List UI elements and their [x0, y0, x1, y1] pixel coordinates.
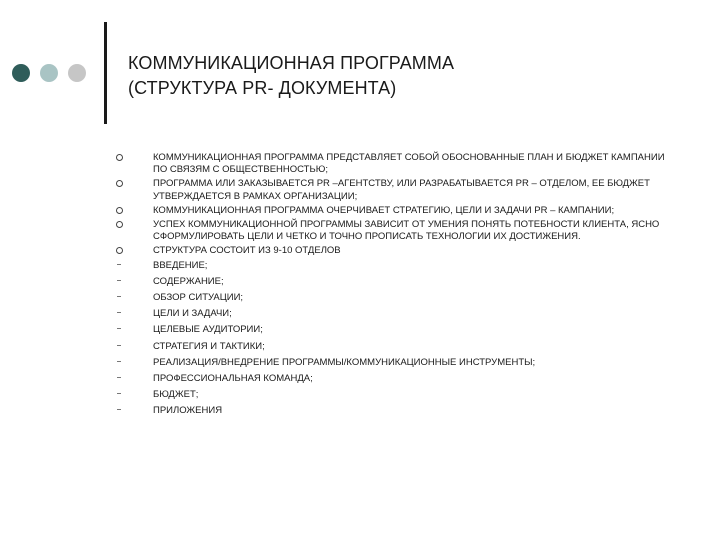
list-item: [0, 205, 720, 217]
list-item: [0, 178, 720, 202]
list-item: [0, 341, 720, 353]
list-item-text: УСПЕХ КОММУНИКАЦИОННОЙ ПРОГРАММЫ ЗАВИСИТ ОТ УМЕНИЯ ПОНЯТЬ ПОТЕБНОСТИ КЛИЕНТА, ЯСНО СФОРМУЛИРОВАТЬ ЦЕЛИ И ЧЕТКО И ТОЧНО ПРОПИСАТЬ ТЕХНОЛОГИИ ИХ ДОСТИЖЕНИЯ.: [153, 219, 660, 243]
circle-bullet-icon: [116, 221, 123, 228]
dash-bullet-icon: [117, 312, 121, 313]
list-item: [0, 389, 720, 401]
list-item-text: ЦЕЛЕВЫЕ АУДИТОРИИ;: [153, 324, 263, 336]
list-item: [0, 276, 720, 288]
circle-bullet-icon: [116, 207, 123, 214]
list-item-text: ПРОГРАММА ИЛИ ЗАКАЗЫВАЕТСЯ PR –АГЕНТСТВУ, ИЛИ РАЗРАБАТЫВАЕТСЯ PR – ОТДЕЛОМ, ЕЕ БЮДЖЕТ УТВЕРЖДАЕТСЯ В РАМКАХ ОРГАНИЗАЦИИ;: [153, 178, 650, 202]
list-item: [0, 373, 720, 385]
list-item: [0, 324, 720, 336]
circle-bullet-icon: [116, 247, 123, 254]
list-item: [0, 357, 720, 369]
list-item-text: ПРОФЕССИОНАЛЬНАЯ КОМАНДА;: [153, 373, 313, 385]
title-line-1: КОММУНИКАЦИОННАЯ ПРОГРАММА: [128, 53, 455, 73]
dash-bullet-icon: [117, 377, 121, 378]
dash-bullet-icon: [117, 361, 121, 362]
list-item-text: КОММУНИКАЦИОННАЯ ПРОГРАММА ПРЕДСТАВЛЯЕТ СОБОЙ ОБОСНОВАННЫЕ ПЛАН И БЮДЖЕТ КАМПАНИИ ПО СВЯЗЯМ С ОБЩЕСТВЕННОСТЬЮ;: [153, 152, 665, 176]
gray-dot-icon: [68, 64, 86, 82]
light-dot-icon: [40, 64, 58, 82]
list-item-text: КОММУНИКАЦИОННАЯ ПРОГРАММА ОЧЕРЧИВАЕТ СТРАТЕГИЮ, ЦЕЛИ И ЗАДАЧИ PR – КАМПАНИИ;: [153, 204, 615, 216]
dash-bullet-icon: [117, 328, 121, 329]
list-item-text: ВВЕДЕНИЕ;: [153, 259, 208, 271]
dark-dot-icon: [12, 64, 30, 82]
list-item-text: СОДЕРЖАНИЕ;: [153, 275, 224, 287]
list-item-text: СТРУКТУРА СОСТОИТ ИЗ 9-10 ОТДЕЛОВ: [153, 245, 341, 257]
dash-bullet-icon: [117, 409, 121, 410]
list-item: [0, 308, 720, 320]
list-item: [0, 152, 720, 176]
title-divider: [104, 22, 107, 124]
decorative-dots: [12, 64, 92, 84]
dash-bullet-icon: [117, 345, 121, 346]
slide-title: [128, 51, 688, 101]
bullet-list: [0, 152, 720, 422]
list-item-text: ОБЗОР СИТУАЦИИ;: [153, 292, 244, 304]
circle-bullet-icon: [116, 154, 123, 161]
title-line-2: (СТРУКТУРА PR- ДОКУМЕНТА): [128, 78, 397, 98]
list-item: [0, 245, 720, 257]
list-item-text: БЮДЖЕТ;: [153, 389, 199, 401]
list-item-text: ПРИЛОЖЕНИЯ: [153, 405, 223, 417]
dash-bullet-icon: [117, 264, 121, 265]
circle-bullet-icon: [116, 180, 123, 187]
list-item-text: ЦЕЛИ И ЗАДАЧИ;: [153, 308, 232, 320]
list-item: [0, 260, 720, 272]
list-item-text: СТРАТЕГИЯ И ТАКТИКИ;: [153, 340, 265, 352]
list-item: [0, 405, 720, 417]
list-item: [0, 292, 720, 304]
list-item: [0, 219, 720, 243]
dash-bullet-icon: [117, 296, 121, 297]
dash-bullet-icon: [117, 393, 121, 394]
list-item-text: РЕАЛИЗАЦИЯ/ВНЕДРЕНИЕ ПРОГРАММЫ/КОММУНИКАЦИОННЫЕ ИНСТРУМЕНТЫ;: [153, 356, 536, 368]
dash-bullet-icon: [117, 280, 121, 281]
